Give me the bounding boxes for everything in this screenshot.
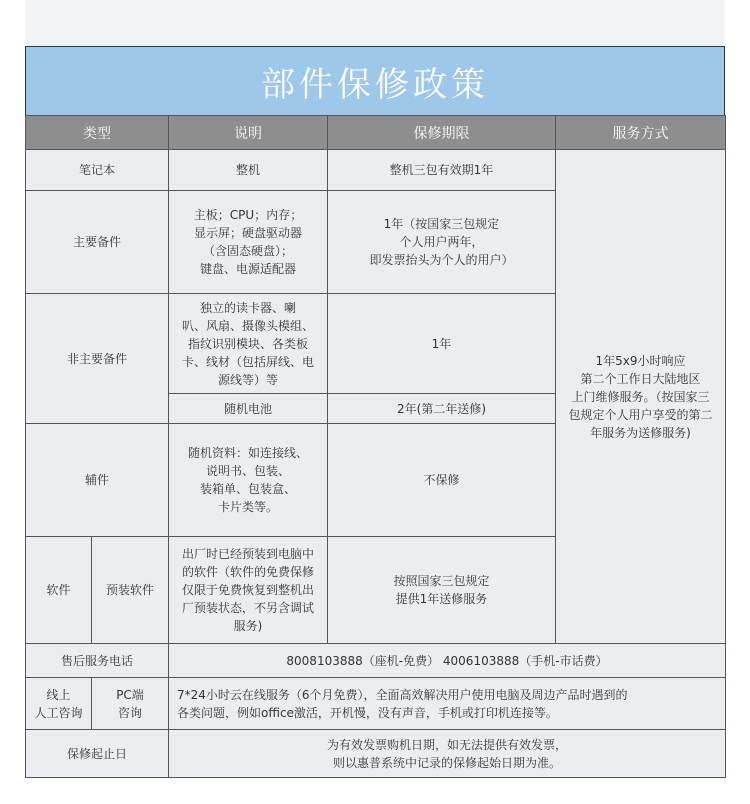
header-service: 服务方式 bbox=[556, 116, 726, 150]
row-main-parts-type: 主要备件 bbox=[26, 191, 169, 294]
row-notebook-desc: 整机 bbox=[169, 150, 328, 191]
row-accessories-period: 不保修 bbox=[328, 424, 556, 537]
top-band bbox=[25, 0, 725, 46]
online-label: 线上 人工咨询 bbox=[26, 678, 92, 730]
hotline-value: 8008103888（座机-免费） 4006103888（手机-市话费） bbox=[169, 644, 726, 678]
warranty-start-label: 保修起止日 bbox=[26, 730, 169, 778]
table-row bbox=[26, 644, 726, 678]
page-title: 部件保修政策 bbox=[26, 47, 724, 115]
row-software-desc: 出厂时已经预装到电脑中 的软件（软件的免费保修 仅限于免费恢复到整机出 厂预装状态，不另含调试 服务) bbox=[169, 537, 328, 644]
hotline-label: 售后服务电话 bbox=[26, 644, 169, 678]
online-sublabel: PC端 咨询 bbox=[92, 678, 169, 730]
row-software-type: 软件 bbox=[26, 537, 92, 644]
row-accessories-desc: 随机资料：如连接线、 说明书、包装、 装箱单、包装盒、 卡片类等。 bbox=[169, 424, 328, 537]
warranty-table bbox=[25, 115, 726, 778]
row-accessories-type: 辅件 bbox=[26, 424, 169, 537]
table-row bbox=[26, 150, 726, 191]
header-type: 类型 bbox=[26, 116, 169, 150]
row-battery-desc: 随机电池 bbox=[169, 394, 328, 424]
row-non-main-parts-type: 非主要备件 bbox=[26, 294, 169, 424]
header-description: 说明 bbox=[169, 116, 328, 150]
row-notebook-period: 整机三包有效期1年 bbox=[328, 150, 556, 191]
row-non-main-parts-desc: 独立的读卡器、喇 叭、风扇、摄像头模组、 指纹识别模块、各类板 卡、线材（包括屏线、电 源线等）等 bbox=[169, 294, 328, 394]
row-notebook-type: 笔记本 bbox=[26, 150, 169, 191]
row-battery-period: 2年(第二年送修) bbox=[328, 394, 556, 424]
row-main-parts-period: 1年（按国家三包规定 个人用户两年， 即发票抬头为个人的用户） bbox=[328, 191, 556, 294]
service-method-cell: 1年5x9小时响应 第二个工作日大陆地区 上门维修服务。（按国家三 包规定个人用户享受的第二 年服务为送修服务) bbox=[556, 150, 726, 644]
row-software-period: 按照国家三包规定 提供1年送修服务 bbox=[328, 537, 556, 644]
table-row bbox=[26, 730, 726, 778]
header-period: 保修期限 bbox=[328, 116, 556, 150]
table-row bbox=[26, 678, 726, 730]
warranty-start-value: 为有效发票购机日期，如无法提供有效发票， 则以惠普系统中记录的保修起始日期为准。 bbox=[169, 730, 726, 778]
warranty-policy-panel bbox=[25, 46, 725, 777]
row-software-subtype: 预装软件 bbox=[92, 537, 169, 644]
header-row bbox=[26, 116, 726, 150]
row-main-parts-desc: 主板；CPU；内存； 显示屏；硬盘驱动器 （含固态硬盘）； 键盘、电源适配器 bbox=[169, 191, 328, 294]
row-non-main-parts-period: 1年 bbox=[328, 294, 556, 394]
online-value: 7*24小时云在线服务（6个月免费），全面高效解决用户使用电脑及周边产品时遇到的 各类问题，例如office激活，开机慢，没有声音，手机或打印机连接等。 bbox=[169, 678, 726, 730]
